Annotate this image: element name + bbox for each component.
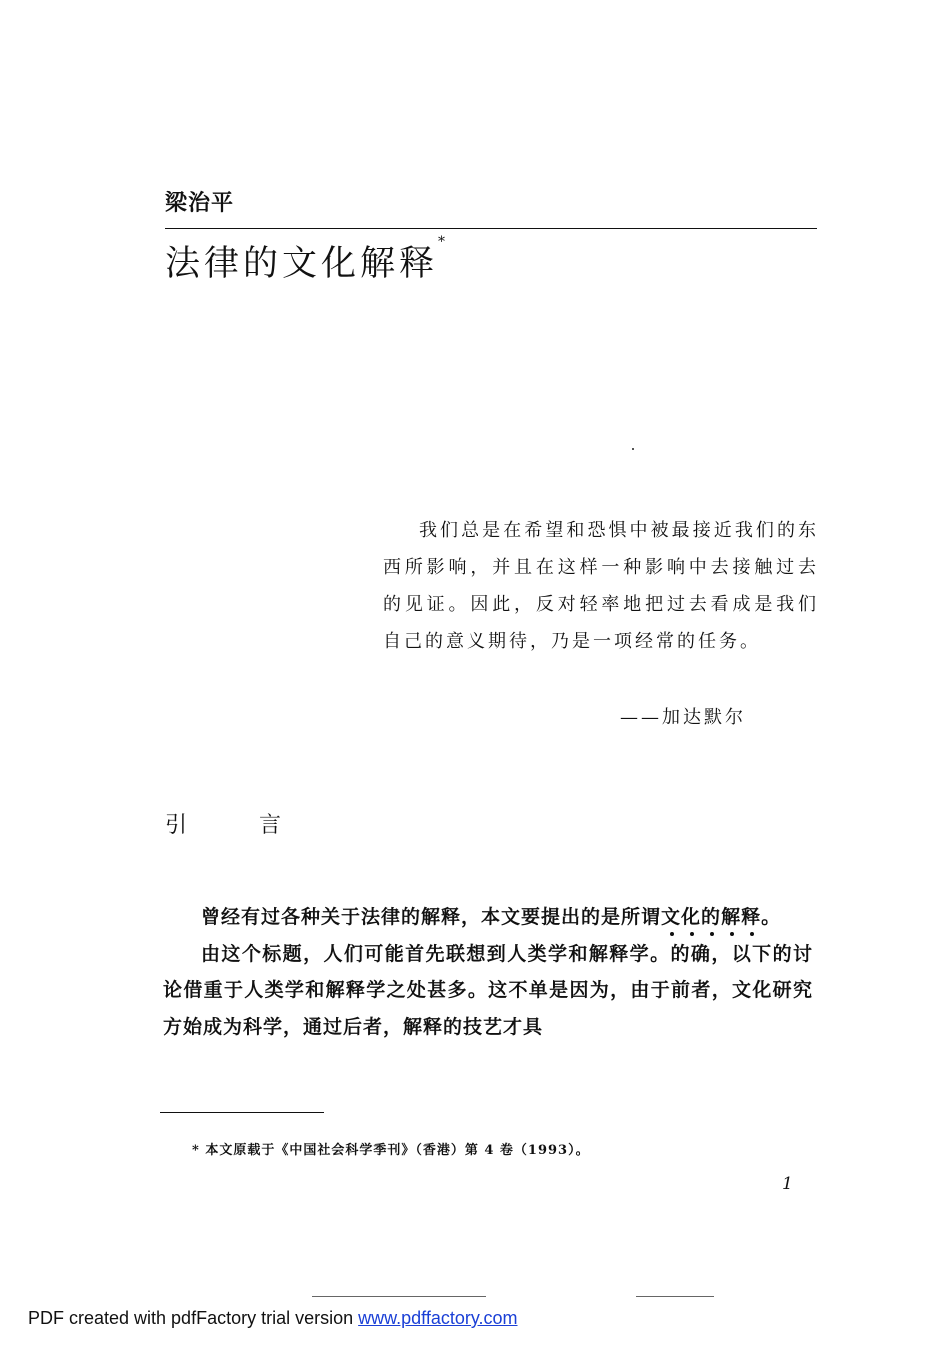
author-name: 梁治平 [165, 191, 235, 216]
pdf-banner [28, 1308, 518, 1329]
paragraph-2: 由这个标题，人们可能首先联想到人类学和解释学。的确，以下的讨论借重于人类学和解释学之处甚多。这不单是因为，由于前者，文化研究方始成为科学，通过后者，解释的技艺才具 [163, 942, 813, 1038]
scan-speck [632, 448, 634, 450]
title-rule [165, 228, 817, 229]
pdffactory-link[interactable]: www.pdffactory.com [358, 1308, 518, 1328]
emphasis-char: 的 [701, 906, 722, 928]
pdf-banner-text: PDF created with pdfFactory trial version [28, 1308, 359, 1328]
epigraph [383, 512, 819, 660]
scan-artifact-line [636, 1296, 714, 1297]
emphasis-char: 解 [721, 906, 742, 928]
emphasis-char: 化 [681, 906, 702, 928]
footnote: * 本文原载于《中国社会科学季刊》（香港）第 4 卷（1993）。 [192, 1143, 590, 1158]
scan-artifact-line [312, 1296, 486, 1297]
paragraph-1-lead: 曾经有过各种关于法律的解释，本文要提出的是所谓 [201, 906, 662, 928]
footnote-rule [160, 1112, 324, 1113]
emphasis-char: 文 [661, 906, 682, 928]
section-heading [165, 808, 281, 839]
paragraph-1 [163, 899, 813, 936]
section-heading-left: 引 [165, 813, 188, 838]
page-number: 1 [782, 1174, 793, 1194]
body-text [163, 899, 813, 1045]
article-title-text: 法律的文化解释 [165, 244, 439, 284]
paragraph-1-end: 。 [761, 906, 782, 928]
emphasis-char: 释 [741, 906, 762, 928]
epigraph-text: 我们总是在希望和恐惧中被最接近我们的东西所影响，并且在这样一种影响中去接触过去的见证。因此，反对轻率地把过去看成是我们自己的意义期待，乃是一项经常的任务。 [383, 520, 819, 652]
article-title [165, 236, 449, 286]
epigraph-attribution: ——加达默尔 [620, 707, 746, 728]
title-footnote-mark: * [438, 234, 450, 250]
section-heading-right: 言 [259, 813, 282, 838]
